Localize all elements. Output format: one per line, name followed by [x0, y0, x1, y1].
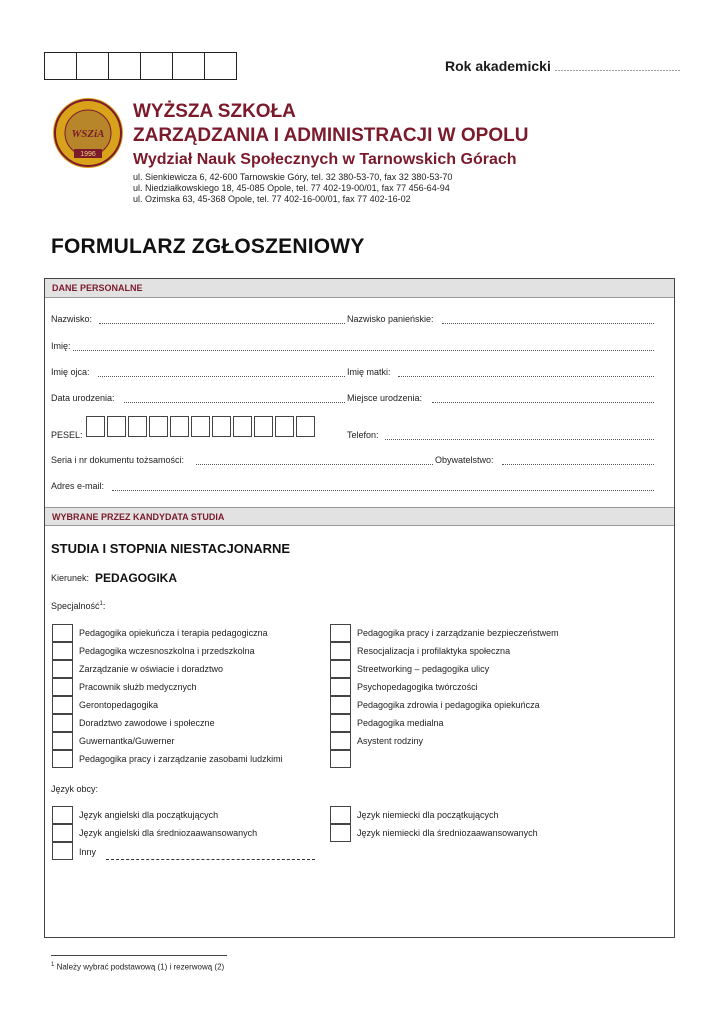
id-box[interactable]: [45, 53, 77, 79]
specialization-label-text: Specjalność: [51, 601, 100, 611]
pesel-digit-box[interactable]: [86, 416, 105, 437]
footnote-number: 1: [51, 962, 55, 968]
checkbox-language-right[interactable]: [330, 806, 351, 824]
pesel-digit-box[interactable]: [149, 416, 168, 437]
checkbox-spec-right[interactable]: [330, 678, 351, 696]
form-frame: [44, 278, 675, 938]
father-name-label: Imię ojca:: [51, 367, 90, 377]
pesel-digit-box[interactable]: [128, 416, 147, 437]
surname-field[interactable]: [99, 323, 345, 324]
spec-option-left: Doradztwo zawodowe i społeczne: [79, 718, 215, 728]
first-name-label: Imię:: [51, 341, 71, 351]
spec-option-right: Pedagogika zdrowia i pedagogika opiekuńcza: [357, 700, 540, 710]
checkbox-spec-left[interactable]: [52, 678, 73, 696]
address-line: ul. Ozimska 63, 45-368 Opole, tel. 77 402-16-00/01, fax 77 402-16-02: [133, 194, 411, 204]
spec-option-left: Pedagogika wczesnoszkolna i przedszkolna: [79, 646, 255, 656]
pesel-label: PESEL:: [51, 430, 83, 440]
maiden-name-field[interactable]: [442, 323, 654, 324]
pesel-digit-box[interactable]: [233, 416, 252, 437]
citizenship-label: Obywatelstwo:: [435, 455, 494, 465]
id-number-boxes[interactable]: [44, 52, 237, 80]
spec-option-left: Pedagogika opiekuńcza i terapia pedagogiczna: [79, 628, 268, 638]
id-box[interactable]: [109, 53, 141, 79]
checkbox-language-right[interactable]: [330, 824, 351, 842]
phone-label: Telefon:: [347, 430, 379, 440]
id-document-field[interactable]: [196, 464, 433, 465]
pesel-digit-box[interactable]: [275, 416, 294, 437]
address-line: ul. Sienkiewicza 6, 42-600 Tarnowskie Góry, tel. 32 380-53-70, fax 32 380-53-70: [133, 172, 453, 182]
pesel-digit-box[interactable]: [107, 416, 126, 437]
language-option-right: Język niemiecki dla średniozaawansowanych: [357, 828, 538, 838]
id-box[interactable]: [205, 53, 236, 79]
checkbox-language-other[interactable]: [52, 842, 73, 860]
other-language-field[interactable]: [106, 859, 315, 860]
spec-option-right: Pedagogika pracy i zarządzanie bezpieczeństwem: [357, 628, 559, 638]
checkbox-spec-right[interactable]: [330, 642, 351, 660]
academic-year-label: Rok akademicki: [445, 58, 551, 74]
citizenship-field[interactable]: [502, 464, 654, 465]
specialization-label: Specjalność$^1$:: [51, 601, 106, 611]
checkbox-spec-left[interactable]: [52, 642, 73, 660]
spec-option-right: Pedagogika medialna: [357, 718, 444, 728]
email-label: Adres e-mail:: [51, 481, 105, 491]
footnote: [51, 962, 224, 972]
school-name-line1: WYŻSZA SZKOŁA: [133, 101, 296, 122]
checkbox-spec-right[interactable]: [330, 714, 351, 732]
mother-name-label: Imię matki:: [347, 367, 391, 377]
language-option-other: Inny: [79, 847, 97, 857]
faculty-name: Wydział Nauk Społecznych w Tarnowskich Górach: [133, 151, 517, 168]
checkbox-language-left[interactable]: [52, 824, 73, 842]
mother-name-field[interactable]: [398, 376, 654, 377]
email-field[interactable]: [112, 490, 654, 491]
footnote-ref: 1: [99, 601, 103, 607]
checkbox-spec-left[interactable]: [52, 750, 73, 768]
field-of-study-label: Kierunek:: [51, 573, 90, 583]
maiden-name-label: Nazwisko panieńskie:: [347, 314, 434, 324]
language-option-left: Język angielski dla początkujących: [79, 810, 219, 820]
spec-option-right: Resocjalizacja i profilaktyka społeczna: [357, 646, 511, 656]
checkbox-spec-left[interactable]: [52, 624, 73, 642]
birth-place-field[interactable]: [432, 402, 654, 403]
checkbox-spec-left[interactable]: [52, 696, 73, 714]
birth-place-label: Miejsce urodzenia:: [347, 393, 423, 403]
field-of-study-value: PEDAGOGIKA: [95, 571, 178, 585]
pesel-digit-box[interactable]: [254, 416, 273, 437]
father-name-field[interactable]: [98, 376, 345, 377]
checkbox-spec-left[interactable]: [52, 732, 73, 750]
footnote-text: Należy wybrać podstawową (1) i rezerwową (2): [54, 962, 225, 972]
footnote-separator: [51, 955, 227, 956]
phone-field[interactable]: [385, 439, 654, 440]
pesel-digit-box[interactable]: [191, 416, 210, 437]
spec-option-right: Psychopedagogika twórczości: [357, 682, 478, 692]
academic-year-field[interactable]: ..........................................: [554, 63, 681, 73]
id-box[interactable]: [141, 53, 173, 79]
logo-year: 1996: [80, 151, 96, 158]
pesel-boxes[interactable]: [86, 416, 317, 437]
spec-option-left: Pedagogika pracy i zarządzanie zasobami ludzkimi: [79, 754, 283, 764]
language-label: Język obcy:: [51, 784, 99, 794]
checkbox-spec-right[interactable]: [330, 696, 351, 714]
checkbox-spec-right[interactable]: [330, 624, 351, 642]
checkbox-spec-right[interactable]: [330, 660, 351, 678]
school-name-line2: ZARZĄDZANIA I ADMINISTRACJI W OPOLU: [133, 125, 529, 146]
id-box[interactable]: [173, 53, 205, 79]
school-logo-seal: [52, 97, 124, 169]
spec-option-right: Streetworking – pedagogika ulicy: [357, 664, 490, 674]
section-header-study: WYBRANE PRZEZ KANDYDATA STUDIA: [45, 507, 674, 526]
checkbox-spec-right[interactable]: [330, 750, 351, 768]
language-option-left: Język angielski dla średniozaawansowanych: [79, 828, 258, 838]
academic-year[interactable]: [445, 58, 681, 74]
checkbox-spec-left[interactable]: [52, 660, 73, 678]
pesel-digit-box[interactable]: [296, 416, 315, 437]
birth-date-field[interactable]: [124, 402, 345, 403]
checkbox-language-left[interactable]: [52, 806, 73, 824]
id-box[interactable]: [77, 53, 109, 79]
study-heading: STUDIA I STOPNIA NIESTACJONARNE: [51, 541, 291, 556]
first-name-field[interactable]: [73, 350, 654, 351]
spec-option-left: Guwernantka/Guwerner: [79, 736, 175, 746]
address-line: ul. Niedziałkowskiego 18, 45-085 Opole, tel. 77 402-19-00/01, fax 77 456-64-94: [133, 183, 450, 193]
checkbox-spec-left[interactable]: [52, 714, 73, 732]
surname-label: Nazwisko:: [51, 314, 93, 324]
spec-option-right: Asystent rodziny: [357, 736, 424, 746]
form-title: FORMULARZ ZGŁOSZENIOWY: [51, 235, 365, 258]
logo-text: WSZiA: [71, 128, 105, 140]
spec-option-left: Pracownik służb medycznych: [79, 682, 197, 692]
pesel-digit-box[interactable]: [170, 416, 189, 437]
spec-option-left: Gerontopedagogika: [79, 700, 159, 710]
checkbox-spec-right[interactable]: [330, 732, 351, 750]
spec-option-left: Zarządzanie w oświacie i doradztwo: [79, 664, 224, 674]
language-option-right: Język niemiecki dla początkujących: [357, 810, 499, 820]
pesel-digit-box[interactable]: [212, 416, 231, 437]
birth-date-label: Data urodzenia:: [51, 393, 115, 403]
id-document-label: Seria i nr dokumentu tożsamości:: [51, 455, 185, 465]
section-header-personal: DANE PERSONALNE: [45, 279, 674, 298]
